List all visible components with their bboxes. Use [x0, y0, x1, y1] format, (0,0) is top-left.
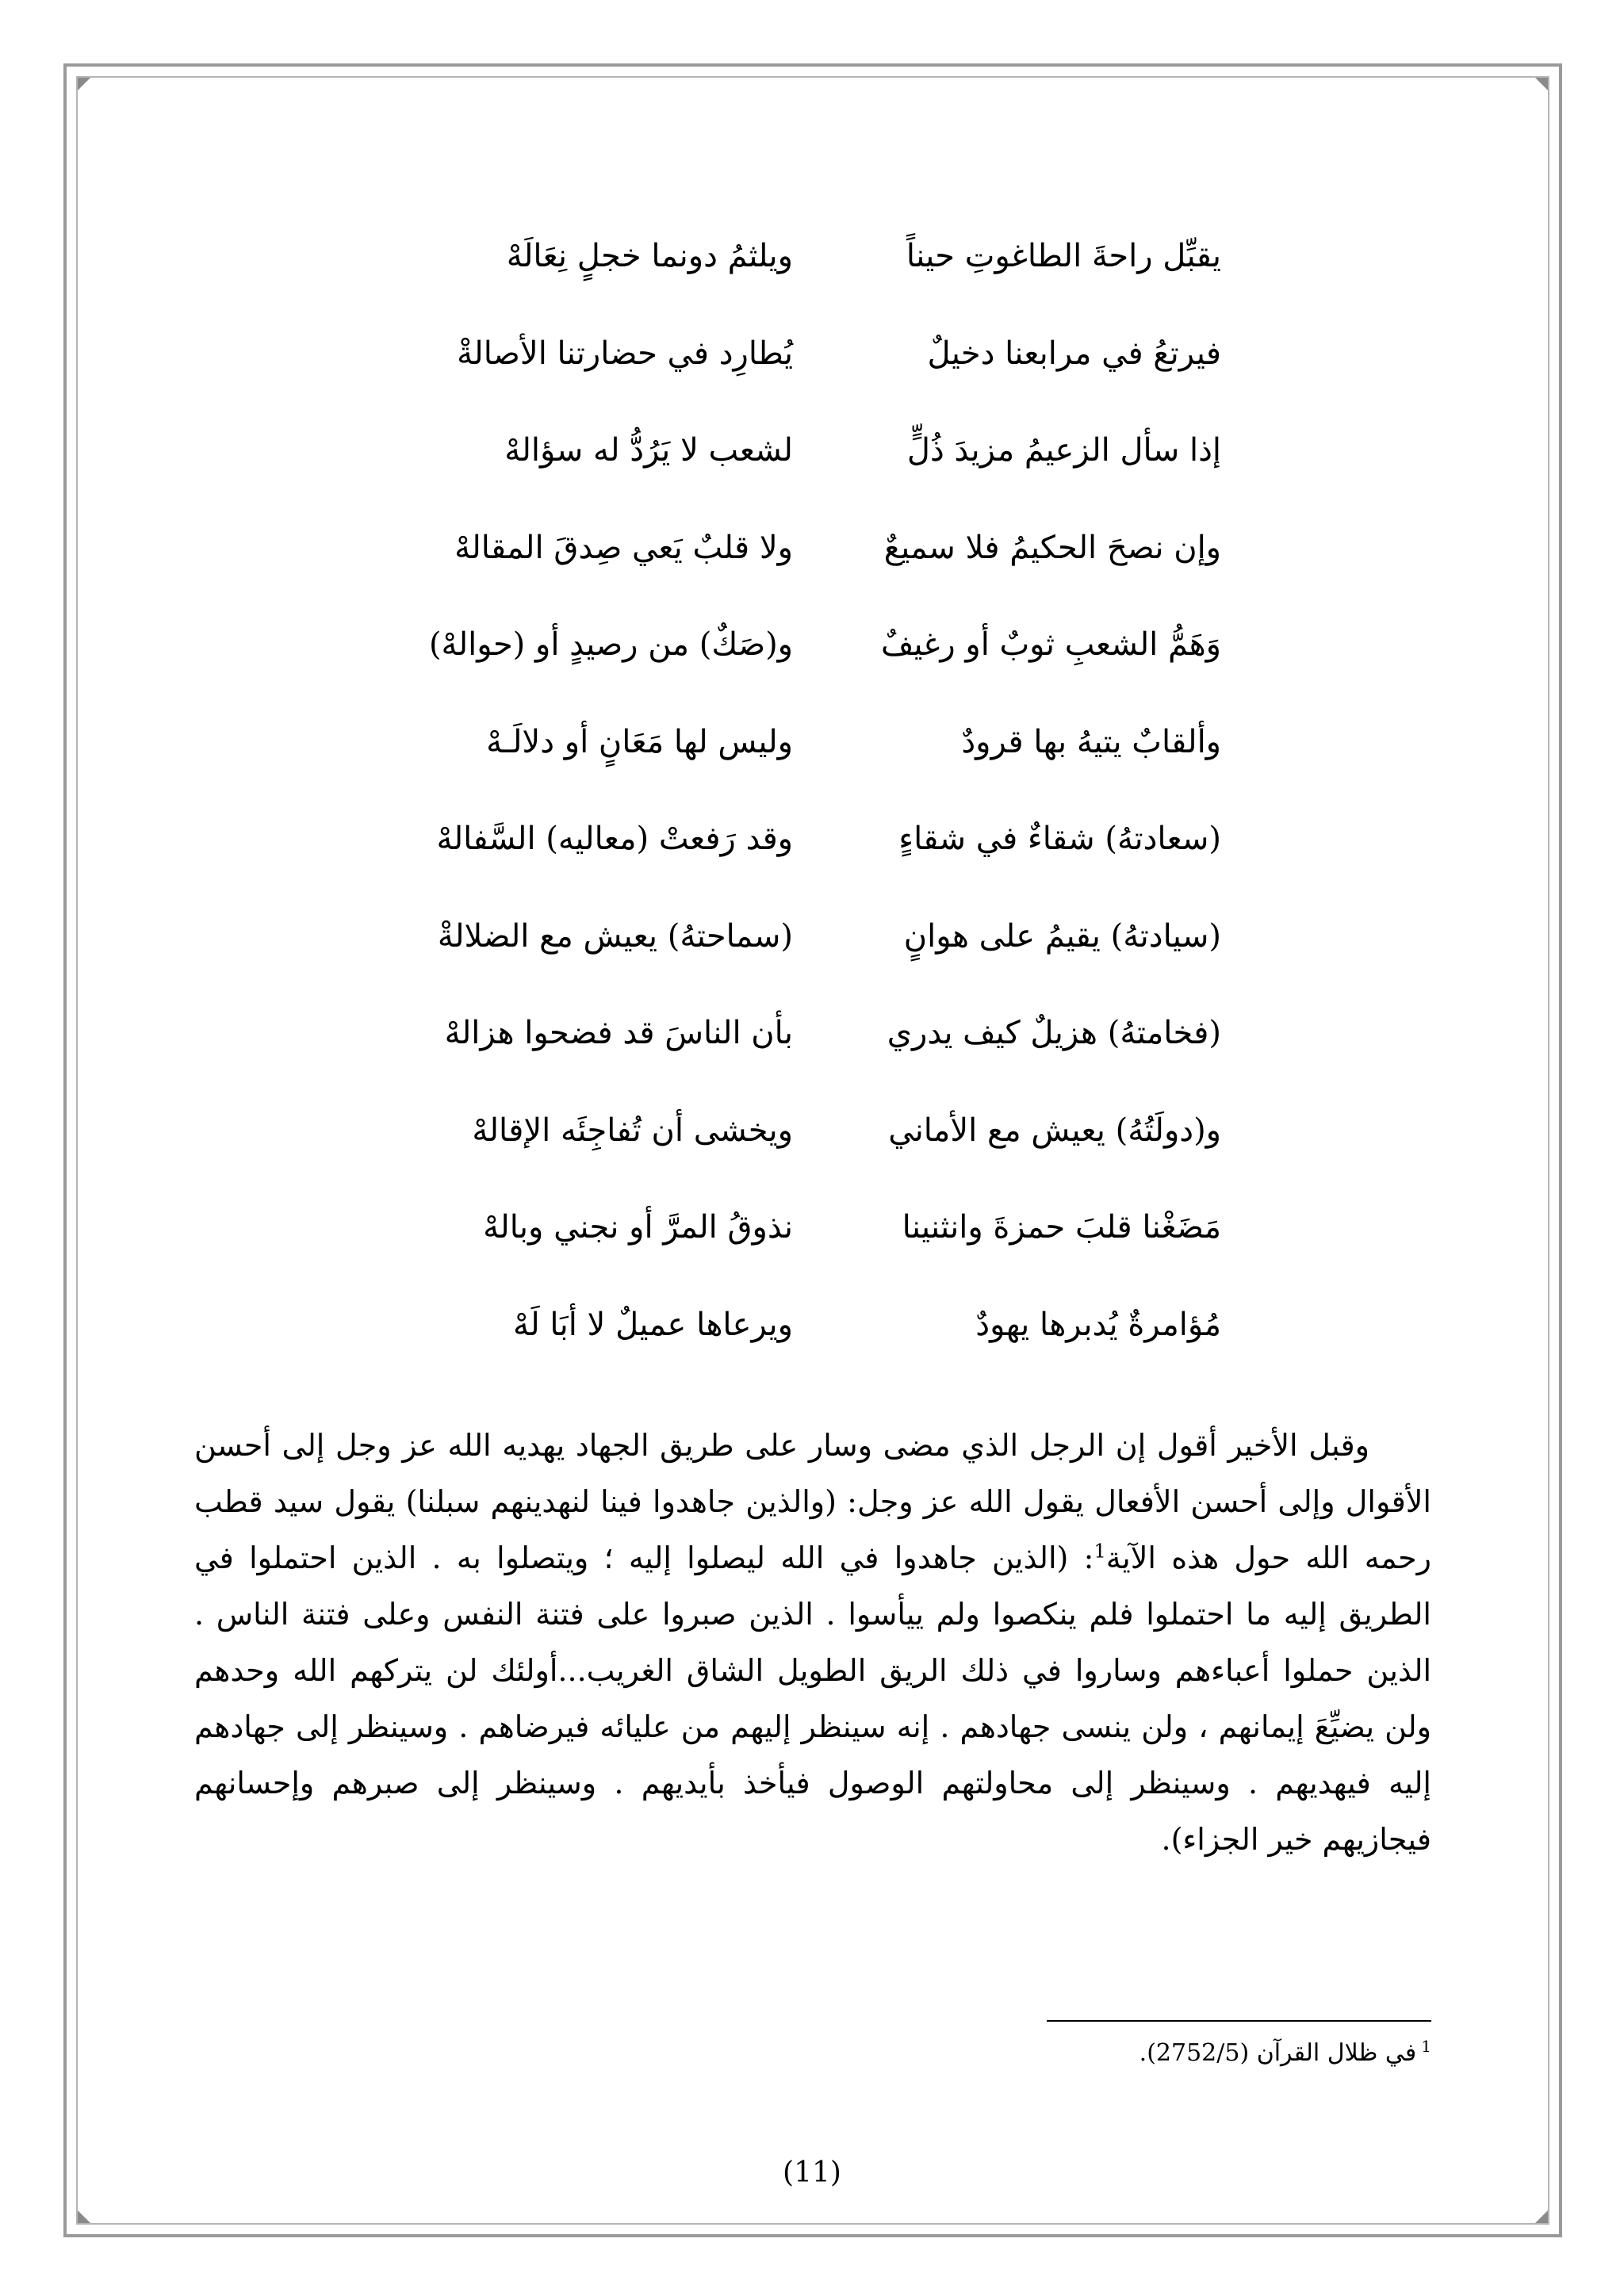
verse-first-hemistich: (سيادتهُ) يقيمُ على هوانٍ [903, 917, 1221, 955]
poem [412, 208, 1221, 1373]
verse [412, 305, 1221, 403]
verse-second-hemistich: وليس لها مَعَانٍ أو دلالَـهْ [486, 723, 793, 760]
paragraph-text-before-reference: وقبل الأخير أقول إن الرجل الذي مضى وسار على طريق الجهاد يهديه الله عز وجل إلى أحسن الأقوال وإلى أحسن الأفعال يقول الله عز وجل: (والذين جاهدوا فينا لنهدينهم سبلنا) يقول سيد قطب رحمه الله حول هذه الآية [194, 1428, 1431, 1575]
verse [412, 888, 1221, 985]
paragraph-text [194, 1418, 1431, 1868]
verse-first-hemistich: يقبِّل راحةَ الطاغوتِ حيناً [906, 238, 1221, 275]
verse-second-hemistich: ويخشى أن تُفاجِئَه الإقالهْ [472, 1112, 793, 1149]
verse-first-hemistich: و(دولَتُهُ) يعيش مع الأماني [888, 1112, 1221, 1149]
verse [412, 985, 1221, 1082]
verse [412, 208, 1221, 305]
corner-ornament-top-right [1535, 78, 1548, 90]
verse-second-hemistich: نذوقُ المرَّ أو نجني وبالهْ [483, 1209, 793, 1246]
verse-first-hemistich: مُؤامرةٌ يُدبرها يهودٌ [975, 1306, 1221, 1343]
verse-second-hemistich: لشعب لا يَرُدُّ له سؤالهْ [504, 432, 793, 469]
corner-ornament-bottom-right [1535, 2210, 1548, 2223]
footnote-reference[interactable]: 1 [1094, 1540, 1106, 1563]
verse-first-hemistich: إذا سأل الزعيمُ مزيدَ ذُلٍّ [906, 432, 1221, 469]
verse [412, 596, 1221, 694]
verse-second-hemistich: ولا قلبٌ يَعي صِدقَ المقالهْ [454, 529, 793, 566]
verse-second-hemistich: و(صَكٌ) من رصيدٍ أو (حوالهْ) [428, 626, 793, 664]
verse-second-hemistich: ويرعاها عميلٌ لا أبَا لَهْ [513, 1306, 793, 1343]
verse [412, 1082, 1221, 1180]
corner-ornament-top-left [78, 78, 90, 90]
verse-second-hemistich: يُطارِد في حضارتنا الأصالةْ [457, 335, 793, 372]
verse [412, 1179, 1221, 1276]
footnote-text: في ظلال القرآن (2752/5). [1139, 2039, 1417, 2067]
verse [412, 694, 1221, 791]
body-paragraph [194, 1418, 1431, 1868]
footnote-number: 1 [1421, 2037, 1431, 2056]
verse-second-hemistich: ويلثمُ دونما خجلٍ نِعَالَهْ [506, 238, 793, 275]
verse-second-hemistich: وقد رَفعتْ (معاليه) السَّفالهْ [436, 821, 793, 858]
footnote-separator [1047, 2020, 1431, 2022]
paragraph-text-after-reference: : (الذين جاهدوا في الله ليصلوا إليه ؛ ويتصلوا به . الذين احتملوا في الطريق إليه ما احتملوا فلم ينكصوا ولم ييأسوا . الذين صبروا على فتنة النفس وعلى فتنة الناس . الذين حملوا أعباءهم وساروا في ذلك الريق الطويل الشاق الغريب...أولئك لن يتركهم الله وحدهم ولن يضيِّعَ إيمانهم ، ولن ينسى جهادهم . إنه سينظر إليهم من عليائه فيرضاهم . وسينظر إلى جهادهم إليه فيهديهم . وسينظر إلى محاولتهم الوصول فيأخذ بأيديهم . وسينظر إلى صبرهم وإحسانهم فيجازيهم خير الجزاء). [194, 1540, 1431, 1857]
verse [412, 402, 1221, 499]
verse-first-hemistich: وإن نصحَ الحكيمُ فلا سميعٌ [883, 529, 1221, 566]
corner-ornament-bottom-left [78, 2210, 90, 2223]
verse-first-hemistich: (سعادتهُ) شقاءٌ في شقاءٍ [898, 821, 1221, 858]
verse [412, 1276, 1221, 1374]
verse [412, 499, 1221, 597]
footnote [872, 2039, 1431, 2067]
verse-first-hemistich: وألقابٌ يتيهُ بها قرودٌ [961, 723, 1221, 760]
verse-first-hemistich: مَضَغْنا قلبَ حمزةَ وانثنينا [902, 1209, 1221, 1246]
verse-first-hemistich: فيرتعُ في مرابعنا دخيلٌ [927, 335, 1221, 372]
verse-second-hemistich: (سماحتهُ) يعيش مع الضلالةْ [437, 917, 793, 955]
verse-first-hemistich: (فخامتهُ) هزيلٌ كيف يدري [887, 1015, 1221, 1052]
verse-first-hemistich: وَهَمُّ الشعبِ ثوبٌ أو رغيفٌ [880, 626, 1221, 664]
verse [412, 790, 1221, 888]
page-number: (11) [783, 2156, 841, 2189]
verse-second-hemistich: بأن الناسَ قد فضحوا هزالهْ [444, 1015, 793, 1052]
